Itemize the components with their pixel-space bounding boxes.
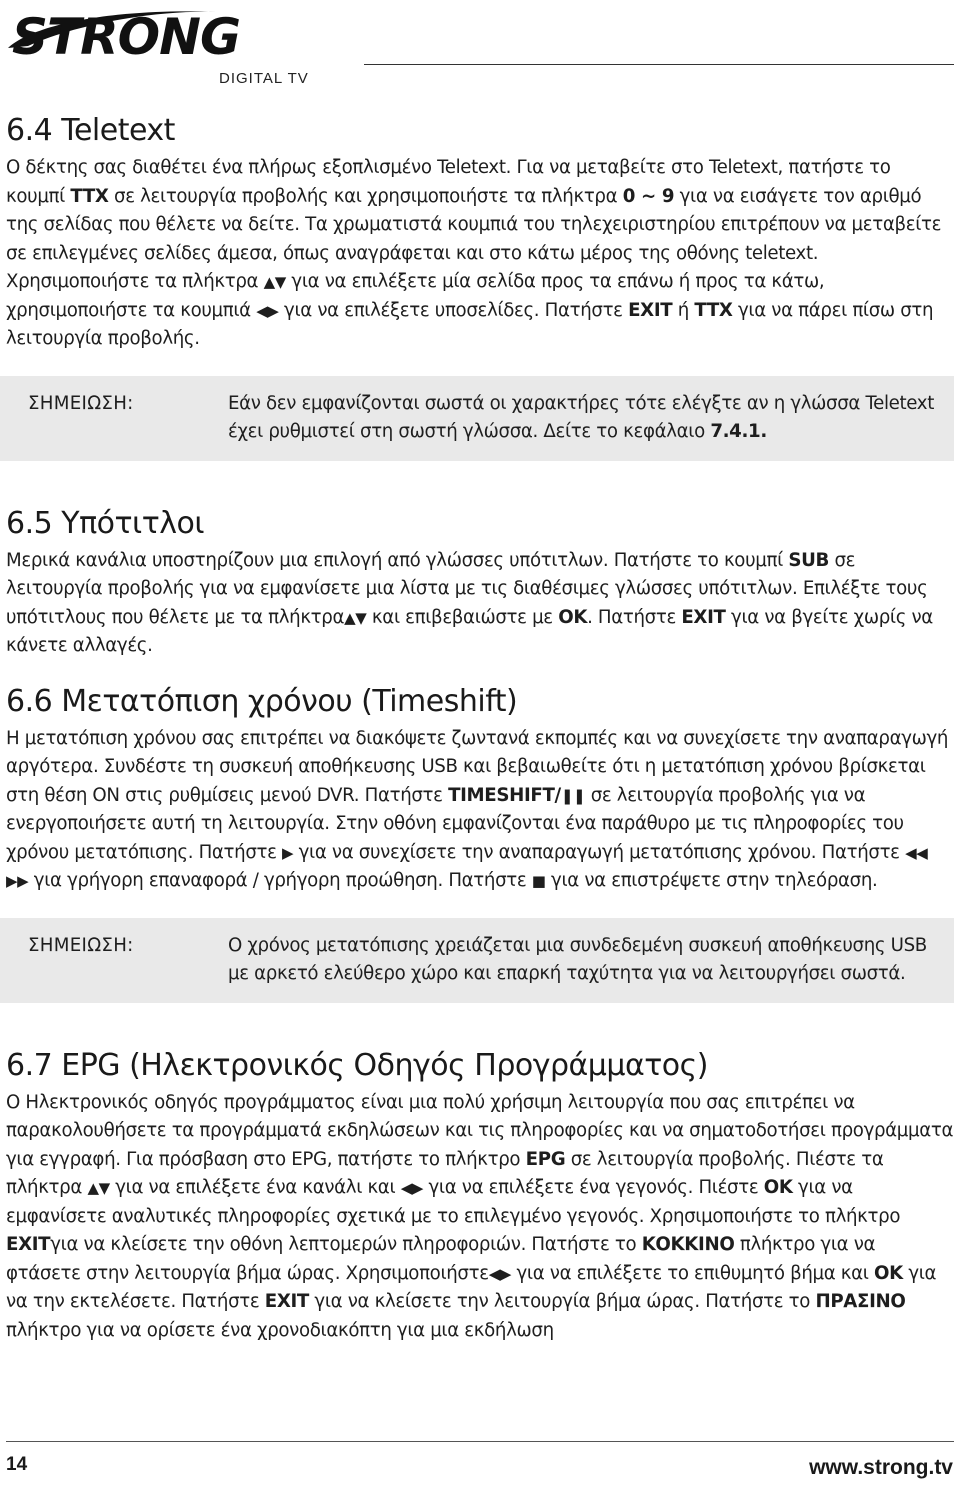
section-title: 6.5 Υπότιτλοι	[6, 505, 205, 541]
play-icon: ▶	[282, 843, 294, 862]
teletext-paragraph: Ο δέκτης σας διαθέτει ένα πλήρως εξοπλισμένο Teletext. Για να μεταβείτε στο Teletext, πατήστε το κουμπί TTX σε λειτουργία προβολής και χρησιμοποιήστε τα πλήκτρα 0 ~ 9 για να εισάγετε τον αριθμό της σελίδας που θέλετε να δείτε. Τα χρωματιστά κουμπιά του τηλεχειριστηρίου επιτρέπουν να μεταβείτε σε επιλεγμένες σελίδες άμεσα, όπως αναγράφεται και στο κάτω μέρος της οθόνης teletext. Χρησιμοποιήστε τα πλήκτρα ▲▼ για να επιλέξετε μία σελίδα προς τα επάνω ή προς τα κάτω, χρησιμοποιήστε τα κουμπιά ◀▶ για να επιλέξετε υποσελίδες. Πατήστε EXIT ή TTX για να πάρει πίσω στη λειτουργία προβολής.	[6, 157, 942, 349]
section-title: 6.7 EPG (Ηλεκτρονικός Οδηγός Προγράμματος)	[6, 1047, 708, 1083]
page-header	[0, 0, 960, 100]
note-label: ΣΗΜΕΙΩΣΗ:	[28, 934, 134, 956]
left-right-arrows-icon: ◀▶	[256, 301, 279, 320]
section-teletext	[6, 108, 954, 461]
note-box	[0, 376, 954, 461]
footer-rule	[6, 1441, 954, 1442]
up-down-arrows-icon: ▲▼	[87, 1179, 110, 1197]
pause-icon: ❚❚	[560, 786, 586, 805]
note-box	[0, 918, 954, 1003]
timeshift-paragraph: Η μετατόπιση χρόνου σας επιτρέπει να διακόψετε ζωντανά εκπομπές και να συνεχίσετε την αναπαραγωγή αργότερα. Συνδέστε τη συσκευή αποθήκευσης USB και βεβαιωθείτε ότι η μετατόπιση χρόνου βρίσκεται στη θέση ON στις ρυθμίσεις μενού DVR. Πατήστε TIMESHIFT/❚❚ σε λειτουργία προβολής για να ενεργοποιήσετε αυτή τη λειτουργία. Στην οθόνη εμφανίζονται ένα παράθυρο με τις πληροφορίες του χρόνου μετατόπισης. Πατήστε ▶ για να συνεχίσετε την αναπαραγωγή μετατόπισης χρόνου. Πατήστε ◀◀ ▶▶ για γρήγορη επαναφορά / γρήγορη προώθηση. Πατήστε ■ για να επιστρέψετε στην τηλεόραση.	[6, 727, 949, 891]
stop-icon: ■	[531, 872, 546, 890]
subtitles-paragraph: Μερικά κανάλια υποστηρίζουν μια επιλογή από γλώσσες υπότιτλων. Πατήστε το κουμπί SUB σε λειτουργία προβολής για να εμφανίσετε μια λίστα με τις διαθέσιμες γλώσσες υπότιτλων. Επιλέξτε τους υπότιτλους που θέλετε με τα πλήκτρα▲▼ και επιβεβαιώστε με OK. Πατήστε EXIT για να βγείτε χωρίς να κάνετε αλλαγές.	[6, 549, 933, 656]
section-subtitles	[6, 501, 954, 661]
epg-paragraph: Ο Ηλεκτρονικός οδηγός προγράμματος είναι μια πολύ χρήσιμη λειτουργία που σας επιτρέπει να παρακολουθήσετε τα προγράμματά εκδηλώσεων και τις πληροφορίες και να σηματοδοτήσει προγράμματα για εγγραφή. Για πρόσβαση στο EPG, πατήστε το πλήκτρο EPG σε λειτουργία προβολής. Πιέστε τα πλήκτρα ▲▼ για να επιλέξετε ένα κανάλι και ◀▶ για να επιλέξετε ένα γεγονός. Πιέστε OK για να εμφανίσετε αναλυτικές πληροφορίες σχετικά με το επιλεγμένο γεγονός. Χρησιμοποιήστε το πλήκτρο EXITγια να κλείσετε την οθόνη λεπτομερών πληροφοριών. Πατήστε το ΚΟΚΚΙΝΟ πλήκτρο για να φτάσετε στην λειτουργία βήμα ώρας. Χρησιμοποιήστε◀▶ για να επιλέξετε το επιθυμητό βήμα και OK για να την εκτελέσετε. Πατήστε EXIT για να κλείσετε την λειτουργία βήμα ώρας. Πατήστε το ΠΡΑΣΙΝΟ πλήκτρο για να ορίσετε ένα χρονοδιακόπτη για μια εκδήλωση	[6, 1091, 954, 1341]
website-link[interactable]: www.strong.tv	[809, 1456, 953, 1479]
left-right-arrows-icon: ◀▶	[400, 1179, 424, 1197]
note-text: Ο χρόνος μετατόπισης χρειάζεται μια συνδεδεμένη συσκευή αποθήκευσης USB με αρκετό ελεύθερο χώρο και επαρκή ταχύτητα για να λειτουργήσει σωστά.	[228, 934, 927, 984]
left-right-arrows-icon: ◀▶	[488, 1264, 512, 1283]
up-down-arrows-icon: ▲▼	[344, 608, 367, 627]
rewind-fast-forward-icon: ◀◀ ▶▶	[6, 843, 928, 890]
note-text: Εάν δεν εμφανίζονται σωστά οι χαρακτήρες τότε ελέγξτε αν η γλώσσα Teletext έχει ρυθμιστεί στη σωστή γλώσσα. Δείτε το κεφάλαιο 7.4.1.	[228, 392, 934, 442]
section-title: 6.6 Μετατόπιση χρόνου (Timeshift)	[6, 683, 518, 719]
section-timeshift	[6, 679, 954, 1003]
up-down-arrows-icon: ▲▼	[263, 273, 286, 291]
page-number: 14	[6, 1454, 28, 1475]
strong-logo	[6, 2, 316, 66]
header-rule	[364, 64, 954, 65]
section-epg	[6, 1043, 954, 1346]
note-label: ΣΗΜΕΙΩΣΗ:	[28, 392, 134, 414]
section-title: 6.4 Teletext	[6, 113, 175, 148]
page-content	[6, 108, 954, 1345]
svg-text:STRONG: STRONG	[12, 8, 241, 66]
brand-tagline: DIGITAL TV	[219, 70, 309, 87]
